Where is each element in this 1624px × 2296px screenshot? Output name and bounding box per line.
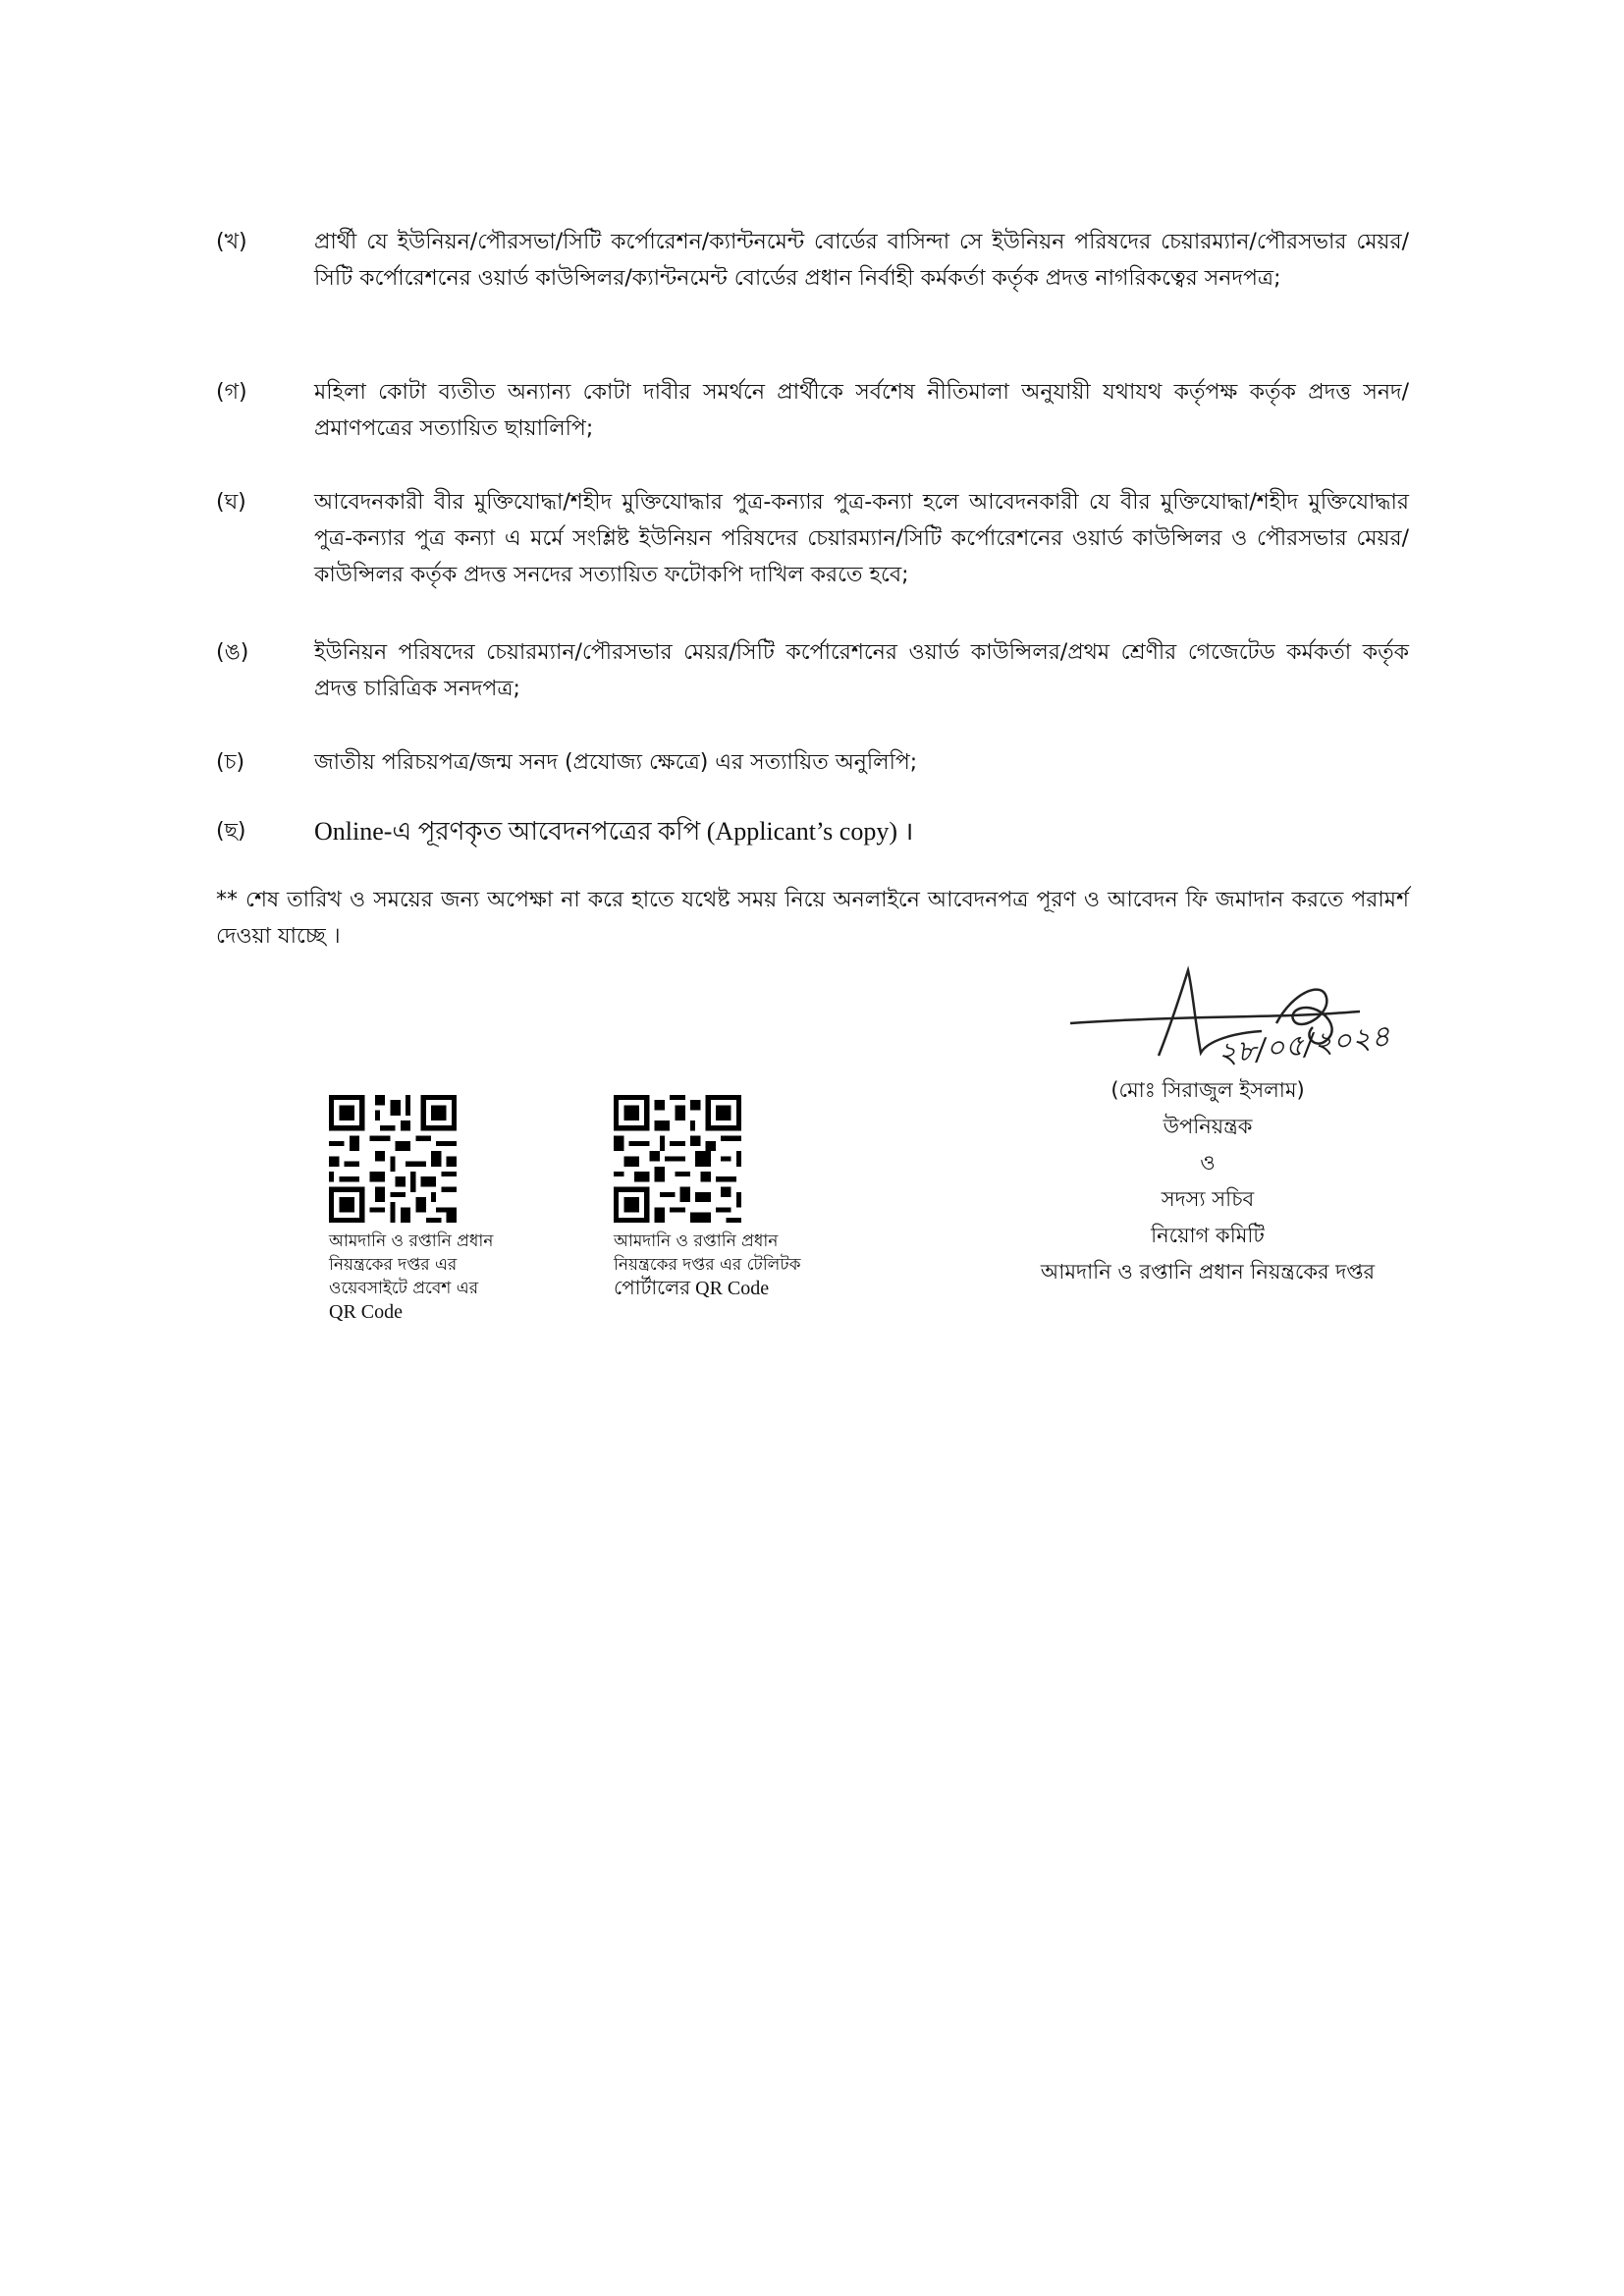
list-item-text: প্রার্থী যে ইউনিয়ন/পৌরসভা/সিটি কর্পোরেশন/ক্যান্টনমেন্ট বোর্ডের বাসিন্দা সে ইউনিয়ন পরিষদের চেয়ারম্যান/পৌরসভার মেয়র/সিটি কর্পোরেশনের ওয়ার্ড কাউন্সিলর/ক্যান্টনমেন্ট বোর্ডের প্রধান নির্বাহী কর্মকর্তা কর্তৃক প্রদত্ত নাগরিকত্বের সনদপত্র; [314, 230, 1409, 291]
qr-caption-code: QR Code [329, 1301, 403, 1323]
qr-caption [614, 1230, 869, 1300]
signer-committee: নিয়োগ কমিটি [1151, 1224, 1265, 1247]
list-item-text: ইউনিয়ন পরিষদের চেয়ারম্যান/পৌরসভার মেয়র/সিটি কর্পোরেশনের ওয়ার্ড কাউন্সিলর/প্রথম শ্রেণীর গেজেটেড কর্মকর্তা কর্তৃক প্রদত্ত চারিত্রিক সনদপত্র; [314, 640, 1409, 701]
qr-caption-line: নিয়ন্ত্রকের দপ্তর এর [329, 1255, 458, 1275]
list-marker: (গ) [216, 380, 247, 405]
signer-designation: উপনিয়ন্ত্রক [1163, 1115, 1253, 1138]
signer-office: আমদানি ও রপ্তানি প্রধান নিয়ন্ত্রকের দপ্তর [1040, 1260, 1376, 1284]
list-marker: (খ) [216, 230, 247, 254]
website-qr-code [329, 1095, 457, 1223]
list-item-text: Online-এ পূরণকৃত আবেদনপত্রের কপি (Applicant’s copy) । [314, 817, 914, 846]
teletalk-qr-code [614, 1095, 741, 1223]
list-marker: (চ) [216, 750, 245, 775]
qr-caption-line: ওয়েবসাইটে প্রবেশ এর [329, 1279, 479, 1298]
signer-conjunction: ও [1200, 1151, 1216, 1175]
list-item-text: আবেদনকারী বীর মুক্তিযোদ্ধা/শহীদ মুক্তিযোদ্ধার পুত্র-কন্যার পুত্র-কন্যা হলে আবেদনকারী যে বীর মুক্তিযোদ্ধা/শহীদ মুক্তিযোদ্ধার পুত্র-কন্যার পুত্র কন্যা এ মর্মে সংশ্লিষ্ট ইউনিয়ন পরিষদের চেয়ারম্যান/সিটি কর্পোরেশনের ওয়ার্ড কাউন্সিলর ও পৌরসভার মেয়র/কাউন্সিলর কর্তৃক প্রদত্ত সনদের সত্যায়িত ফটোকপি দাখিল করতে হবে; [314, 490, 1409, 587]
qr-caption-line: নিয়ন্ত্রকের দপ্তর এর টেলিটক [614, 1255, 801, 1275]
qr-caption-code: পোর্টালের QR Code [614, 1278, 770, 1299]
list-marker: (ছ) [216, 819, 246, 844]
list-marker: (ঘ) [216, 490, 246, 515]
signer-name: (মোঃ সিরাজুল ইসলাম) [1110, 1078, 1305, 1102]
list-item-text: মহিলা কোটা ব্যতীত অন্যান্য কোটা দাবীর সমর্থনে প্রার্থীকে সর্বশেষ নীতিমালা অনুযায়ী যথাযথ কর্তৃপক্ষ কর্তৃক প্রদত্ত সনদ/প্রমাণপত্রের সত্যায়িত ছায়ালিপি; [314, 380, 1409, 441]
advisory-note: ** শেষ তারিখ ও সময়ের জন্য অপেক্ষা না করে হাতে যথেষ্ট সময় নিয়ে অনলাইনে আবেদনপত্র পূরণ ও আবেদন ফি জমাদান করতে পরামর্শ দেওয়া যাচ্ছে । [216, 888, 1409, 949]
qr-caption-line: আমদানি ও রপ্তানি প্রধান [329, 1231, 494, 1251]
list-marker: (ঙ) [216, 640, 249, 665]
signature-date: ২৮/০৫/২০২৪ [1216, 1018, 1392, 1072]
signer-role: সদস্য সচিব [1161, 1187, 1255, 1211]
qr-caption-line: আমদানি ও রপ্তানি প্রধান [614, 1231, 779, 1251]
qr-caption [329, 1230, 584, 1324]
list-item-text: জাতীয় পরিচয়পত্র/জন্ম সনদ (প্রযোজ্য ক্ষেত্রে) এর সত্যায়িত অনুলিপি; [314, 750, 918, 775]
